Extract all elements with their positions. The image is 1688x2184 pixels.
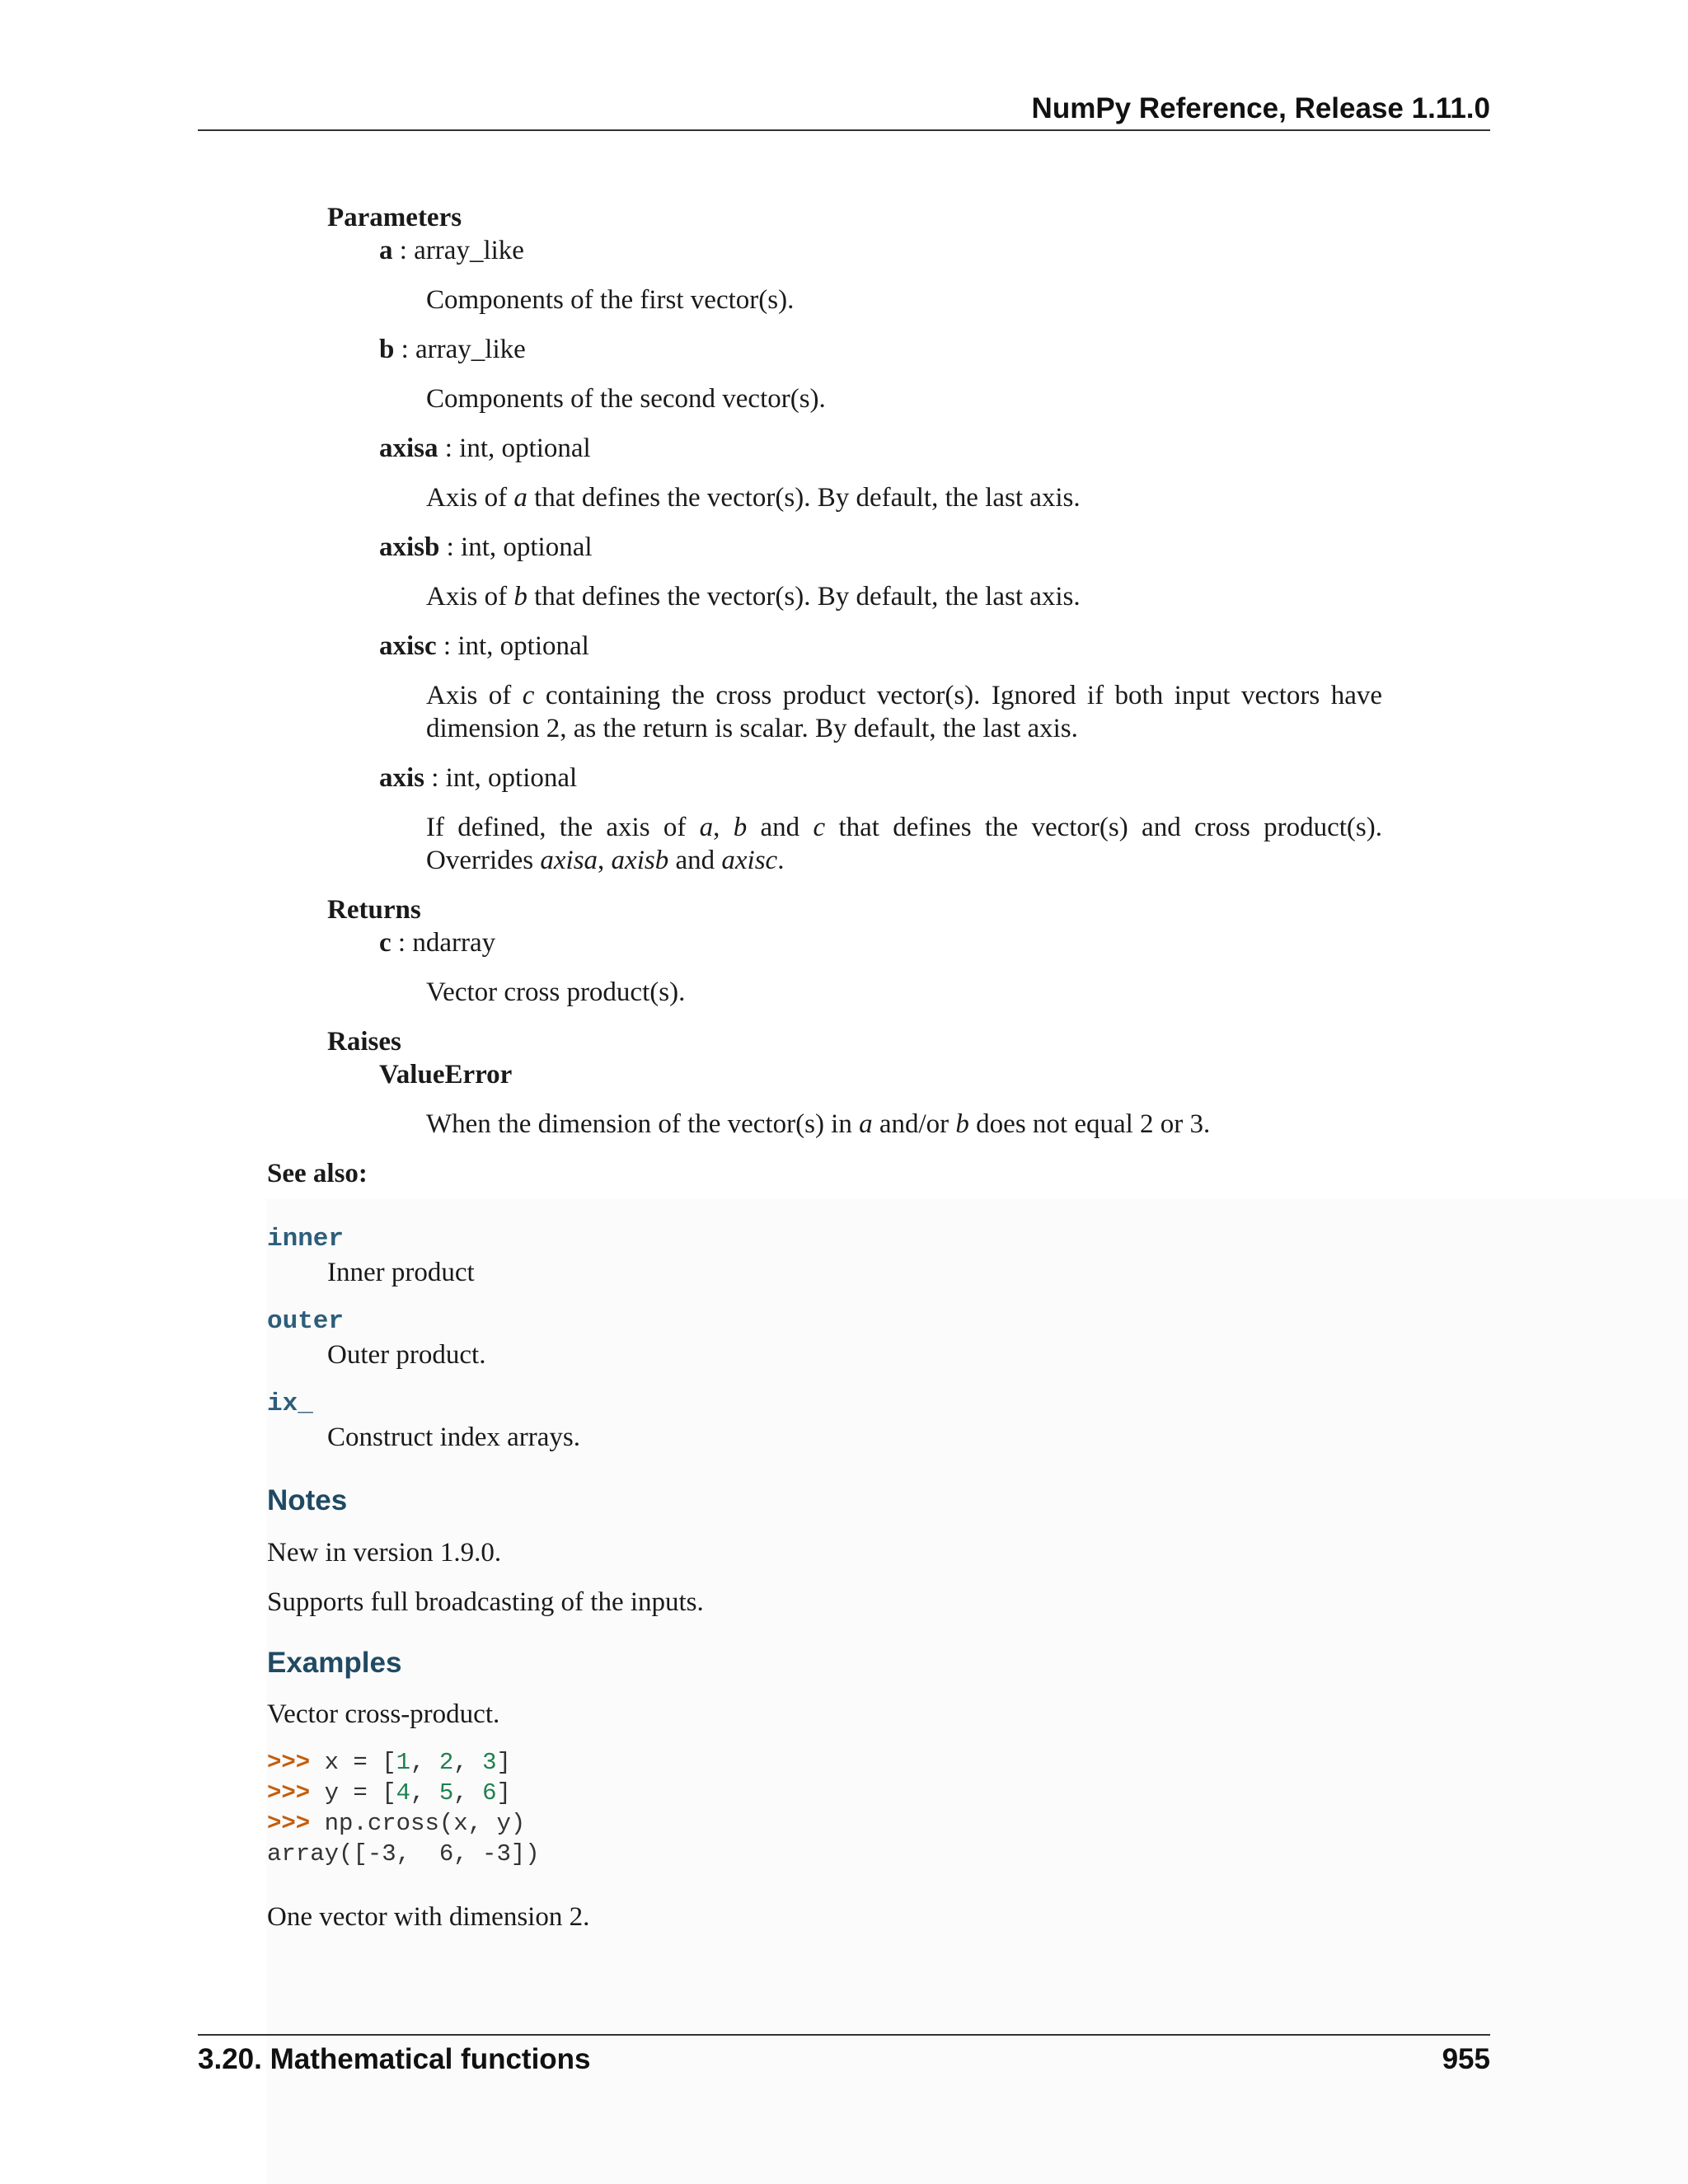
return-c-desc: Vector cross product(s). — [426, 977, 686, 1007]
param-type: : int, optional — [439, 532, 593, 562]
param-axisb-desc: Axis of b that defines the vector(s). By default, the last axis. — [426, 582, 1081, 612]
code-block — [267, 1747, 540, 1869]
page-number: 955 — [1442, 2043, 1490, 2075]
examples-heading: Examples — [267, 1647, 402, 1679]
return-type: : ndarray — [391, 928, 496, 958]
raises-heading: Raises — [327, 1027, 401, 1057]
examples-outro: One vector with dimension 2. — [267, 1902, 590, 1932]
param-a — [379, 234, 524, 267]
running-header: NumPy Reference, Release 1.11.0 — [1031, 92, 1490, 124]
param-type: : int, optional — [438, 434, 591, 463]
see-also-desc-outer: Outer product. — [327, 1340, 486, 1370]
footer-section: 3.20. Mathematical functions — [198, 2043, 591, 2075]
footer-rule — [198, 2034, 1490, 2036]
param-type: : int, optional — [436, 631, 589, 661]
param-type: : array_like — [392, 236, 524, 265]
see-also-link-inner[interactable]: inner — [267, 1225, 345, 1254]
param-b — [379, 333, 526, 366]
returns-heading: Returns — [327, 895, 421, 925]
parameters-heading: Parameters — [327, 203, 462, 232]
header-rule — [198, 129, 1490, 131]
see-also-link-ix[interactable]: ix_ — [267, 1390, 313, 1418]
param-type: : array_like — [394, 335, 526, 364]
code-output: array([-3, 6, -3]) — [267, 1840, 540, 1868]
param-axisc-desc: Axis of c containing the cross product vector(s). Ignored if both input vectors have dimension 2, as the return is scalar. By default, the last axis. — [426, 681, 1382, 743]
examples-intro: Vector cross-product. — [267, 1699, 500, 1729]
notes-line-1: New in version 1.9.0. — [267, 1538, 502, 1568]
raise-valueerror-desc: When the dimension of the vector(s) in a and/or b does not equal 2 or 3. — [426, 1109, 1211, 1139]
param-axisa-desc: Axis of a that defines the vector(s). By default, the last axis. — [426, 483, 1081, 513]
code-line: >>> x = [1, 2, 3] — [267, 1749, 511, 1776]
notes-line-2: Supports full broadcasting of the inputs. — [267, 1587, 704, 1617]
param-name: axis — [379, 763, 425, 793]
param-b-desc: Components of the second vector(s). — [426, 384, 826, 414]
param-axis — [379, 762, 577, 794]
param-name: axisc — [379, 631, 437, 661]
param-name: b — [379, 335, 395, 364]
see-also-desc-ix: Construct index arrays. — [327, 1422, 581, 1452]
param-axis-desc: If defined, the axis of a, b and c that defines the vector(s) and cross product(s). Overrides axisa, axisb and axisc. — [426, 813, 1382, 875]
code-line: >>> np.cross(x, y) — [267, 1810, 526, 1837]
param-name: a — [379, 236, 393, 265]
see-also-heading: See also: — [267, 1159, 368, 1188]
param-name: axisb — [379, 532, 440, 562]
param-type: : int, optional — [424, 763, 578, 793]
param-axisc — [379, 630, 589, 663]
return-c — [379, 926, 495, 959]
raise-valueerror: ValueError — [379, 1060, 513, 1090]
param-name: axisa — [379, 434, 438, 463]
param-a-desc: Components of the first vector(s). — [426, 285, 795, 315]
code-line: >>> y = [4, 5, 6] — [267, 1779, 511, 1807]
see-also-link-outer[interactable]: outer — [267, 1307, 345, 1336]
param-axisa — [379, 432, 591, 465]
param-axisb — [379, 531, 593, 564]
return-name: c — [379, 928, 392, 958]
see-also-desc-inner: Inner product — [327, 1258, 475, 1287]
notes-heading: Notes — [267, 1484, 348, 1516]
